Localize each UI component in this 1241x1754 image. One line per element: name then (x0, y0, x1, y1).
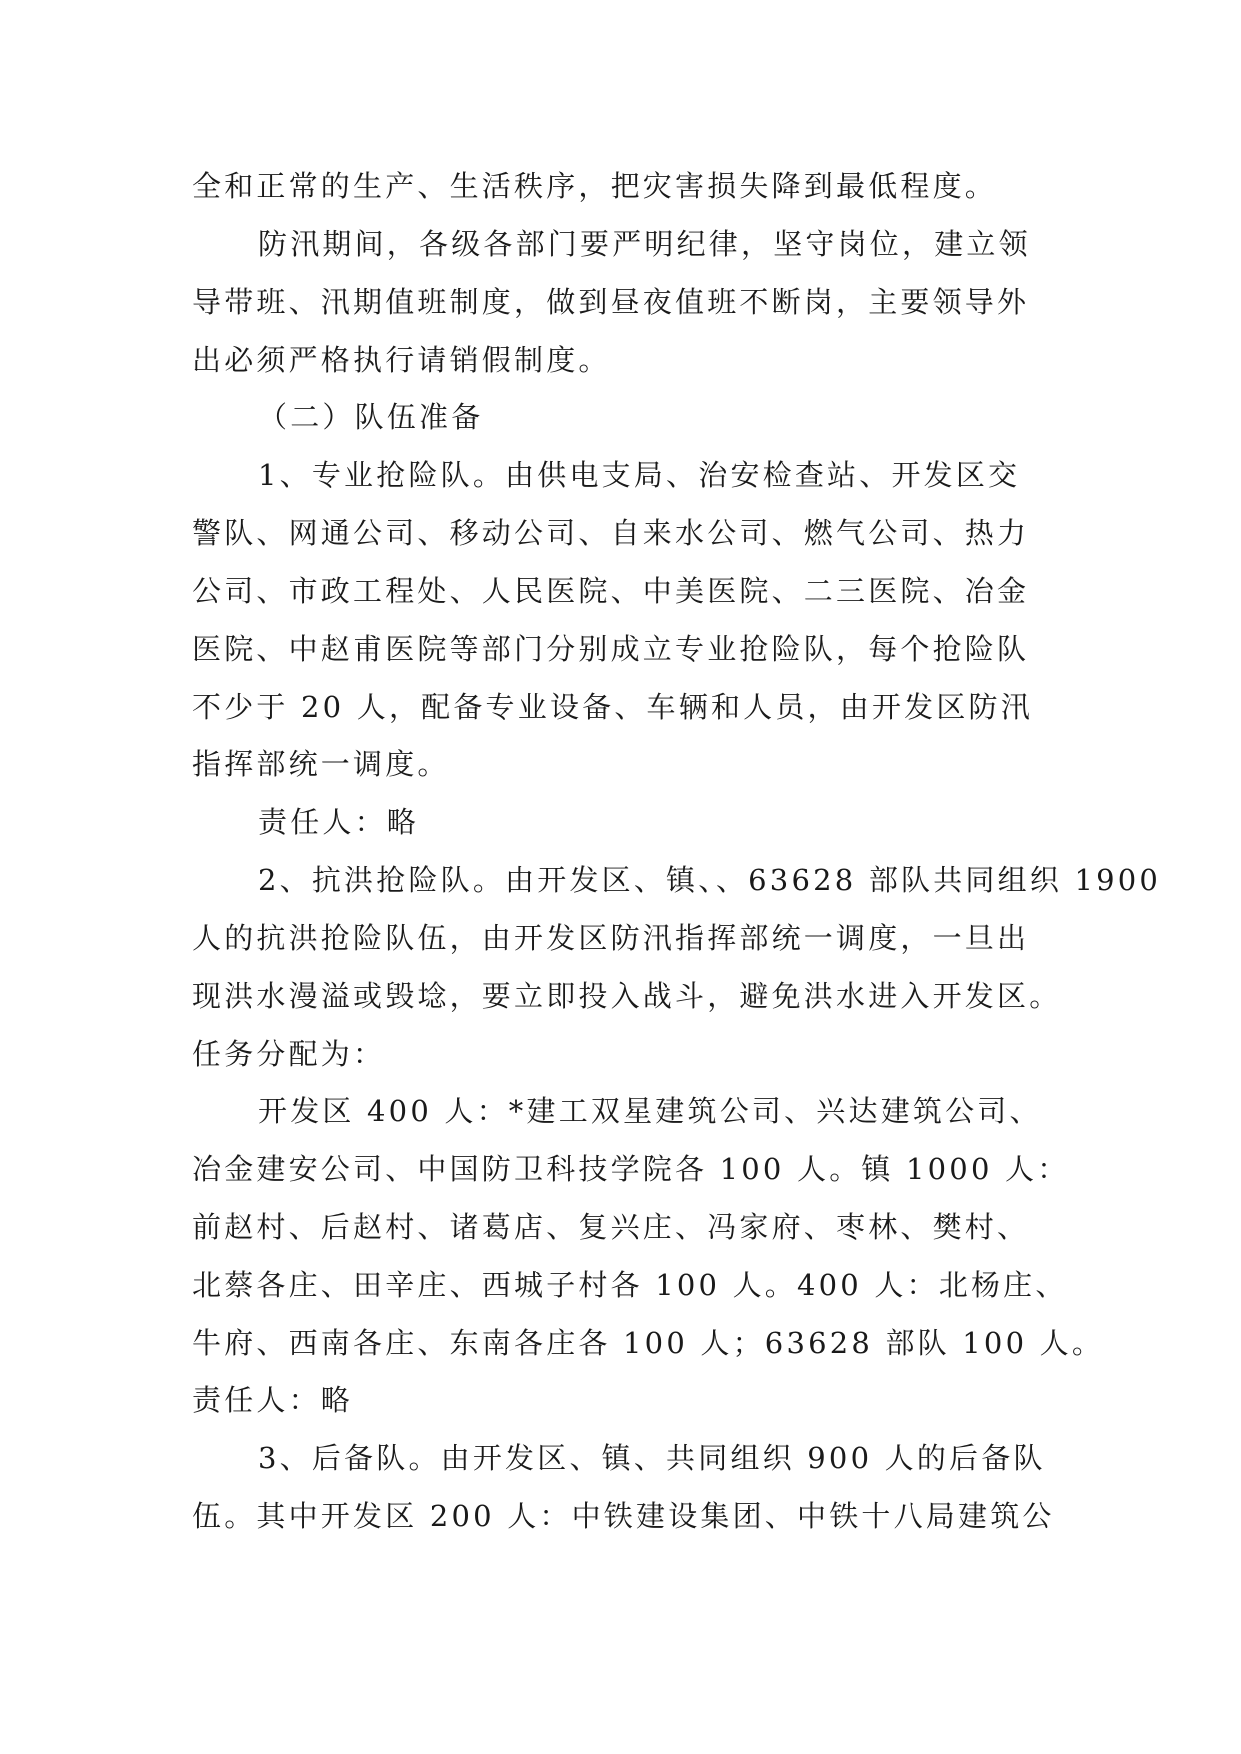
text-line: 前赵村、后赵村、诸葛店、复兴庄、冯家府、枣林、樊村、 (192, 1210, 1030, 1244)
text-line: 医院、中赵甫医院等部门分别成立专业抢险队，每个抢险队 (192, 632, 1030, 666)
text-line: 牛府、西南各庄、东南各庄各 100 人；63628 部队 100 人。 (192, 1326, 1105, 1360)
text-line: 责任人：略 (192, 1383, 354, 1417)
text-line: 冶金建安公司、中国防卫科技学院各 100 人。镇 1000 人： (192, 1152, 1070, 1186)
text-line: 警队、网通公司、移动公司、自来水公司、燃气公司、热力 (192, 516, 1030, 550)
paragraph-line: 2、抗洪抢险队。由开发区、镇、、63628 部队共同组织 1900 (258, 863, 1162, 897)
text-line: 北蔡各庄、田辛庄、西城子村各 100 人。400 人：北杨庄、 (192, 1268, 1068, 1302)
text-line: 出必须严格执行请销假制度。 (192, 343, 611, 377)
paragraph-line: 开发区 400 人：*建工双星建筑公司、兴达建筑公司、 (258, 1094, 1042, 1128)
text-line: 伍。其中开发区 200 人：中铁建设集团、中铁十八局建筑公 (192, 1499, 1055, 1533)
text-line: 导带班、汛期值班制度，做到昼夜值班不断岗，主要领导外 (192, 285, 1030, 319)
text-line: 公司、市政工程处、人民医院、中美医院、二三医院、冶金 (192, 574, 1030, 608)
text-line: 不少于 20 人，配备专业设备、车辆和人员，由开发区防汛 (192, 690, 1033, 724)
paragraph-line: 防汛期间，各级各部门要严明纪律，坚守岗位，建立领 (258, 227, 1031, 261)
paragraph-line: 责任人：略 (258, 805, 420, 839)
text-line: 全和正常的生产、生活秩序，把灾害损失降到最低程度。 (192, 169, 998, 203)
text-line: 人的抗洪抢险队伍，由开发区防汛指挥部统一调度，一旦出 (192, 921, 1030, 955)
text-line: 现洪水漫溢或毁埝，要立即投入战斗，避免洪水进入开发区。 (192, 979, 1062, 1013)
paragraph-line: 3、后备队。由开发区、镇、共同组织 900 人的后备队 (258, 1441, 1046, 1475)
section-heading: （二）队伍准备 (258, 400, 484, 434)
text-line: 任务分配为： (192, 1037, 386, 1071)
text-line: 指挥部统一调度。 (192, 747, 450, 781)
paragraph-line: 1、专业抢险队。由供电支局、治安检查站、开发区交 (258, 458, 1021, 492)
